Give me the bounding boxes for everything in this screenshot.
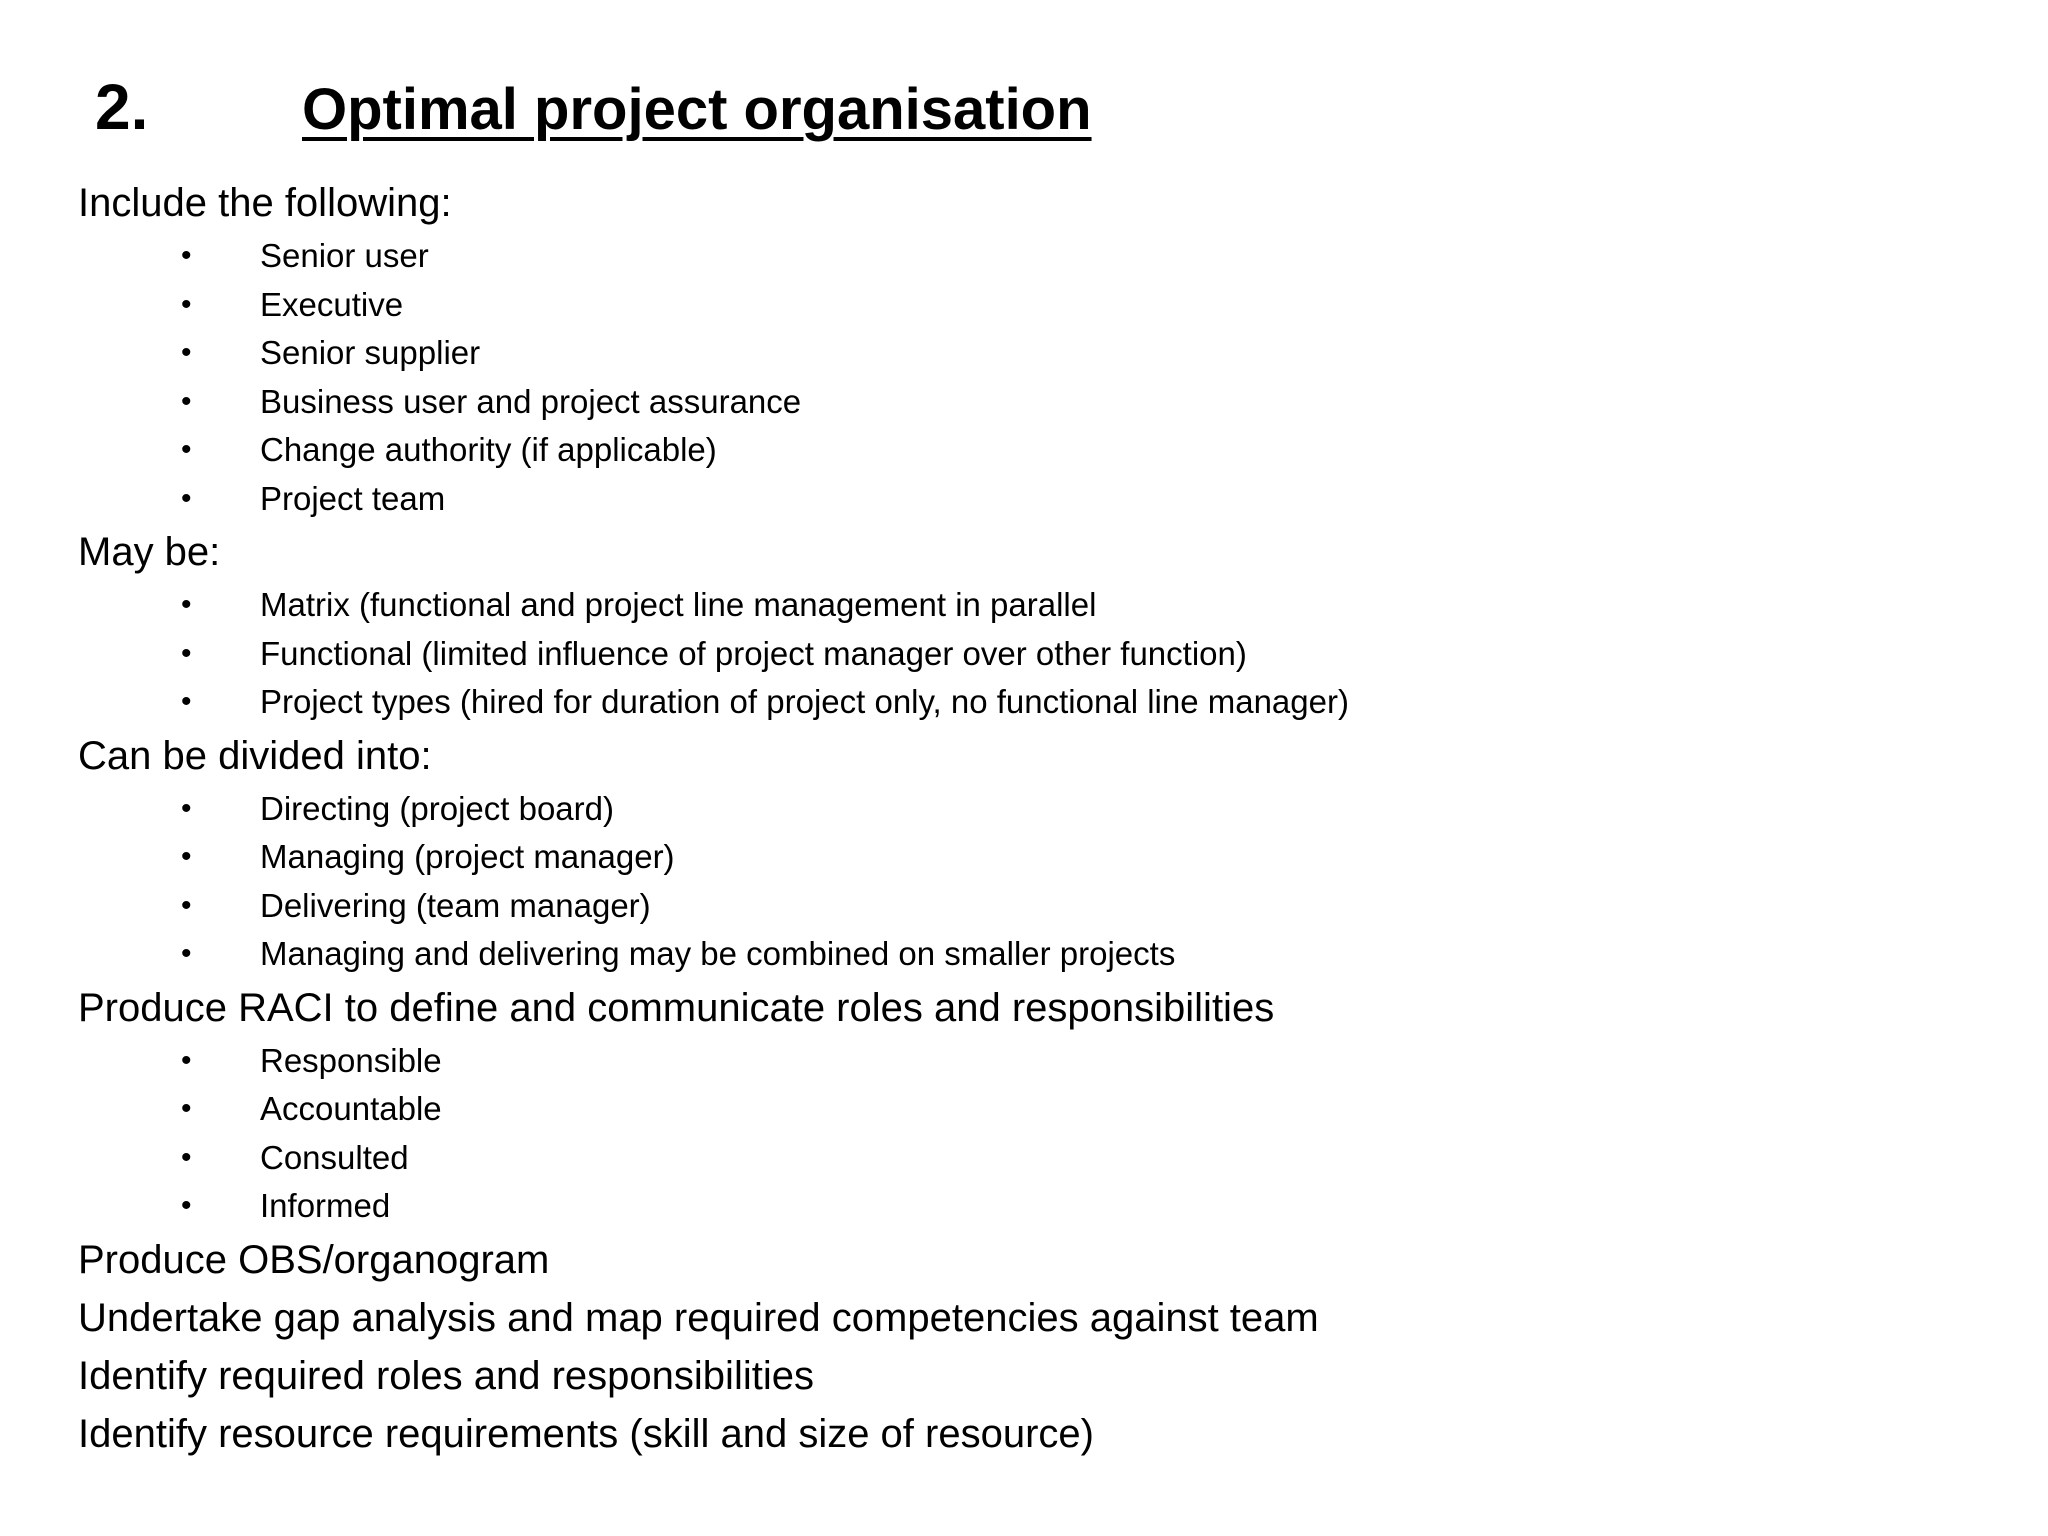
bullet-item [78, 329, 1978, 378]
bullet-item [78, 378, 1978, 427]
bullet-icon: • [181, 1043, 192, 1077]
bullet-text: Accountable [260, 1090, 442, 1127]
bullet-icon: • [181, 1092, 192, 1125]
bullet-text: Executive [260, 285, 404, 323]
bullet-text: Project types (hired for duration of project only, no functional line manager) [260, 683, 1349, 720]
bullet-text: Senior supplier [260, 334, 481, 371]
bullet-item [78, 630, 1978, 679]
bullet-icon: • [181, 1189, 192, 1222]
bullet-icon: • [181, 481, 192, 515]
bullet-text: Change authority (if applicable) [260, 431, 717, 468]
bullet-text: Managing (project manager) [260, 838, 675, 875]
bullet-text: Project team [260, 479, 446, 517]
bullet-item [78, 281, 1978, 330]
section-heading: Produce RACI to define and communicate roles and responsibilities [78, 985, 1275, 1030]
title-text: Optimal project organisation [302, 77, 1092, 142]
bullet-item [78, 232, 1978, 281]
bullet-item [78, 1134, 1978, 1183]
bullet-item [78, 1085, 1978, 1134]
title-number: 2. [95, 71, 149, 143]
slide-title [95, 70, 1092, 160]
bullet-icon: • [181, 791, 192, 825]
section-heading: Identify required roles and responsibilities [78, 1353, 814, 1398]
bullet-icon: • [181, 588, 192, 621]
bullet-text: Business user and project assurance [260, 382, 802, 420]
bullet-icon: • [181, 1140, 192, 1174]
bullet-icon: • [181, 336, 192, 369]
bullet-item [78, 930, 1978, 979]
bullet-text: Matrix (functional and project line management in parallel [260, 586, 1097, 623]
section-heading: May be: [78, 530, 221, 574]
bullet-item [78, 426, 1978, 475]
bullet-item [78, 475, 1978, 524]
bullet-icon: • [181, 888, 192, 922]
bullet-list [78, 581, 1978, 727]
bullet-item [78, 1182, 1978, 1231]
bullet-list [78, 1037, 1978, 1231]
bullet-icon: • [181, 239, 192, 272]
bullet-item [78, 785, 1978, 834]
section-heading: Can be divided into: [78, 733, 432, 778]
bullet-icon: • [181, 433, 192, 466]
bullet-text: Responsible [260, 1041, 442, 1079]
section-heading: Include the following: [78, 181, 452, 225]
section-heading: Identify resource requirements (skill and size of resource) [78, 1411, 1094, 1456]
bullet-text: Functional (limited influence of project manager over other function) [260, 634, 1247, 672]
bullet-text: Consulted [260, 1138, 409, 1176]
bullet-icon: • [181, 287, 192, 321]
bullet-item [78, 581, 1978, 630]
bullet-item [78, 833, 1978, 882]
bullet-text: Directing (project board) [260, 789, 614, 827]
bullet-icon: • [181, 840, 192, 873]
bullet-list [78, 785, 1978, 979]
bullet-text: Senior user [260, 237, 429, 274]
bullet-text: Delivering (team manager) [260, 886, 651, 924]
bullet-icon: • [181, 937, 192, 970]
section-heading: Produce OBS/organogram [78, 1237, 550, 1282]
bullet-item [78, 882, 1978, 931]
bullet-text: Informed [260, 1187, 391, 1224]
bullet-list [78, 232, 1978, 523]
section-heading: Undertake gap analysis and map required competencies against team [78, 1295, 1319, 1340]
slide-content [78, 174, 1978, 1463]
bullet-item [78, 678, 1978, 727]
bullet-text: Managing and delivering may be combined on smaller projects [260, 935, 1176, 972]
bullet-item [78, 1037, 1978, 1086]
bullet-icon: • [181, 685, 192, 718]
bullet-icon: • [181, 384, 192, 418]
bullet-icon: • [181, 636, 192, 670]
